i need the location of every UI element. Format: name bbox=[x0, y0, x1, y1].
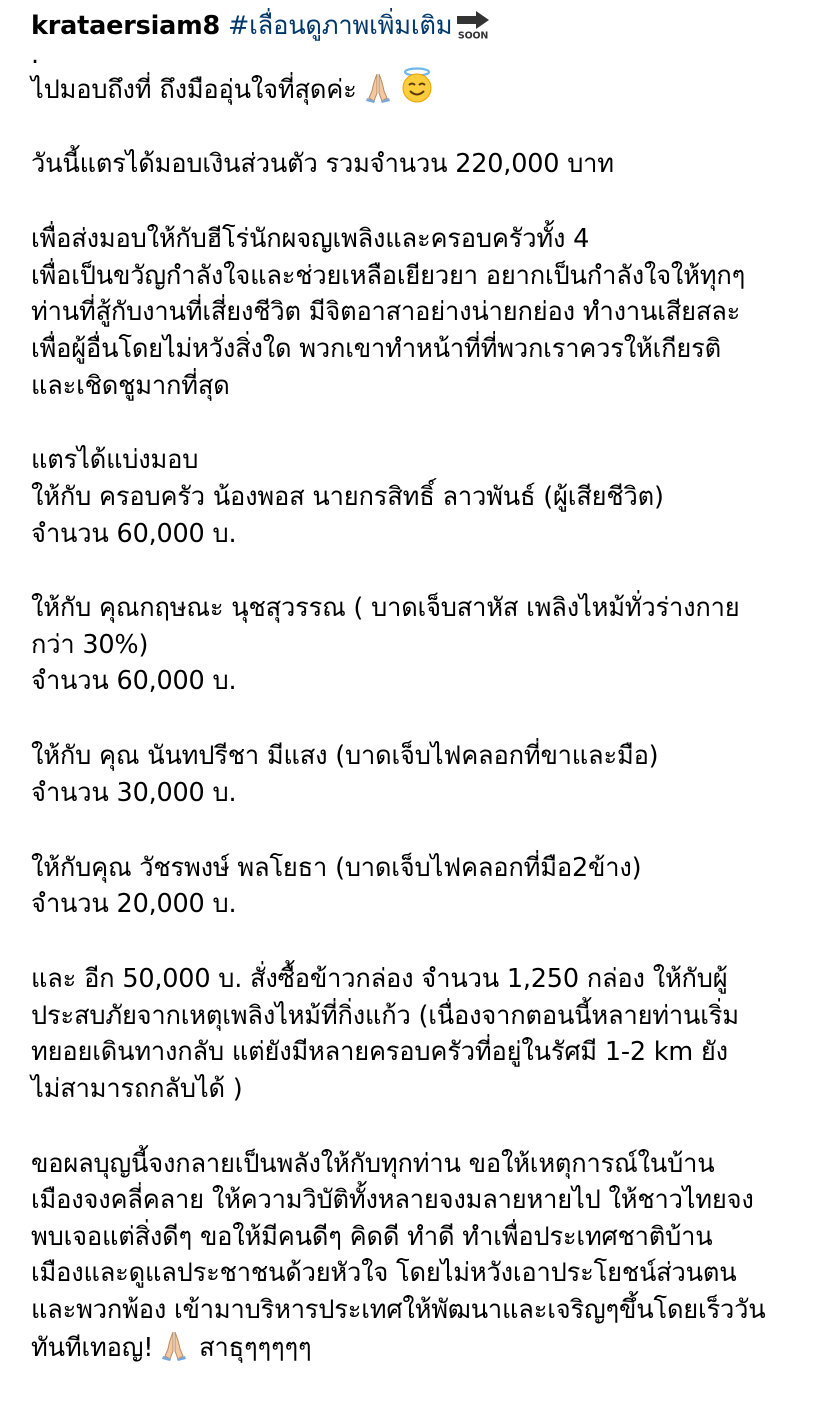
caption-p9-last-a: ทันทีเทอญ! bbox=[31, 1332, 154, 1363]
spacer bbox=[31, 108, 800, 146]
caption-p5-line: จำนวน 60,000 บ. bbox=[31, 666, 237, 697]
caption-p8-line: ประสบภัยจากเหตุเพลิงไหม้ที่กิ่งแก้ว (เนื่องจากตอนนี้หลายท่านเริ่ม bbox=[31, 1000, 739, 1031]
caption-p9-line: เมืองและดูแลประชาชนด้วยหัวใจ โดยไม่หวังเอาประโยชน์ส่วนตน bbox=[31, 1258, 737, 1289]
caption-p8-line: ทยอยเดินทางกลับ แต่ยังมีหลายครอบครัวที่อยู่ในรัศมี 1-2 km ยัง bbox=[31, 1037, 728, 1068]
caption-p9-last-line bbox=[31, 1329, 800, 1367]
caption-p4-line: ให้กับ ครอบครัว น้องพอส นายกรสิทธิ์ ลาวพันธ์ (ผู้เสียชีวิต) bbox=[31, 481, 664, 512]
caption-p6-line: จำนวน 30,000 บ. bbox=[31, 777, 237, 808]
caption-p9-line: เมืองจงคลี่คลาย ให้ความวิบัติทั้งหลายจงมลายหายไป ให้ชาวไทยจง bbox=[31, 1185, 754, 1216]
caption-p1 bbox=[31, 67, 800, 109]
caption-dot: . bbox=[31, 39, 39, 70]
spacer bbox=[31, 183, 800, 221]
hashtag-link[interactable]: #เลื่อนดูภาพเพิ่มเติม bbox=[227, 11, 453, 41]
soon-label: SOON bbox=[458, 30, 489, 40]
smiling-halo-icon bbox=[399, 67, 435, 103]
caption-p3-line: ท่านที่สู้กับงานที่เสี่ยงชีวิต มีจิตอาสาอย่างน่ายกย่อง ทำงานเสียสละ bbox=[31, 297, 741, 328]
caption-p9-line: ขอผลบุญนี้จงกลายเป็นพลังให้กับทุกท่าน ขอให้เหตุการณ์ในบ้าน bbox=[31, 1148, 715, 1179]
spacer bbox=[31, 1107, 800, 1145]
caption-p5-line: กว่า 30%) bbox=[31, 629, 149, 660]
caption-p7-line: จำนวน 20,000 บ. bbox=[31, 889, 237, 920]
caption-p6-line: ให้กับ คุณ นันทปรีชา มีแสง (บาดเจ็บไฟคลอกที่ขาและมือ) bbox=[31, 741, 659, 772]
praying-hands-icon bbox=[361, 71, 395, 103]
caption-p8-line: และ อีก 50,000 บ. สั่งซื้อข้าวกล่อง จำนวน 1,250 กล่อง ให้กับผู้ bbox=[31, 964, 728, 994]
caption-p9-line: พบเจอแต่สิ่งดีๆ ขอให้มีคนดีๆ คิดดี ทำดี ทำเพื่อประเทศชาติบ้าน bbox=[31, 1221, 713, 1252]
caption-p9-last-b: สาธุๆๆๆๆๆ bbox=[199, 1332, 312, 1363]
spacer bbox=[31, 700, 800, 738]
soon-arrow-icon bbox=[456, 10, 492, 40]
caption-p8-line: ไม่สามารถกลับได้ ) bbox=[31, 1073, 243, 1104]
caption-p4-line: จำนวน 60,000 บ. bbox=[31, 518, 237, 549]
caption-p1-text: ไปมอบถึงที่ ถึงมืออุ่นใจที่สุดค่ะ bbox=[31, 74, 357, 105]
spacer bbox=[31, 923, 800, 961]
spacer bbox=[31, 811, 800, 849]
caption-p3-line: เพื่อเป็นขวัญกำลังใจและช่วยเหลือเยียวยา อยากเป็นกำลังใจให้ทุกๆ bbox=[31, 260, 746, 291]
caption-p3-line: เพื่อส่งมอบให้กับฮีโร่นักผจญเพลิงและครอบครัวทั้ง 4 bbox=[31, 224, 590, 255]
praying-hands-icon bbox=[157, 1329, 191, 1361]
spacer bbox=[31, 404, 800, 442]
caption-p9-line: และพวกพ้อง เข้ามาบริหารประเทศให้พัฒนาและเจริญๆขึ้นโดยเร็ววัน bbox=[31, 1294, 766, 1325]
caption-p5-line: ให้กับ คุณกฤษณะ นุชสุวรรณ ( บาดเจ็บสาหัส เพลิงไหม้ทั่วร่างกาย bbox=[31, 593, 740, 624]
spacer bbox=[31, 552, 800, 590]
caption-p3-line: เพื่อผู้อื่นโดยไม่หวังสิ่งใด พวกเขาทำหน้าที่ที่พวกเราควรให้เกียรติ bbox=[31, 333, 721, 364]
caption-p7-line: ให้กับคุณ วัชรพงษ์ พลโยธา (บาดเจ็บไฟคลอกที่มือ2ข้าง) bbox=[31, 852, 642, 883]
caption-p4-line: แตรได้แบ่งมอบ bbox=[31, 445, 199, 476]
caption-p2: วันนี้แตรได้มอบเงินส่วนตัว รวมจำนวน 220,000 บาท bbox=[31, 149, 614, 180]
username-link[interactable]: krataersiam8 bbox=[31, 11, 221, 41]
caption-p3-line: และเชิดชูมากที่สุด bbox=[31, 370, 230, 401]
caption-header-line bbox=[31, 8, 800, 45]
